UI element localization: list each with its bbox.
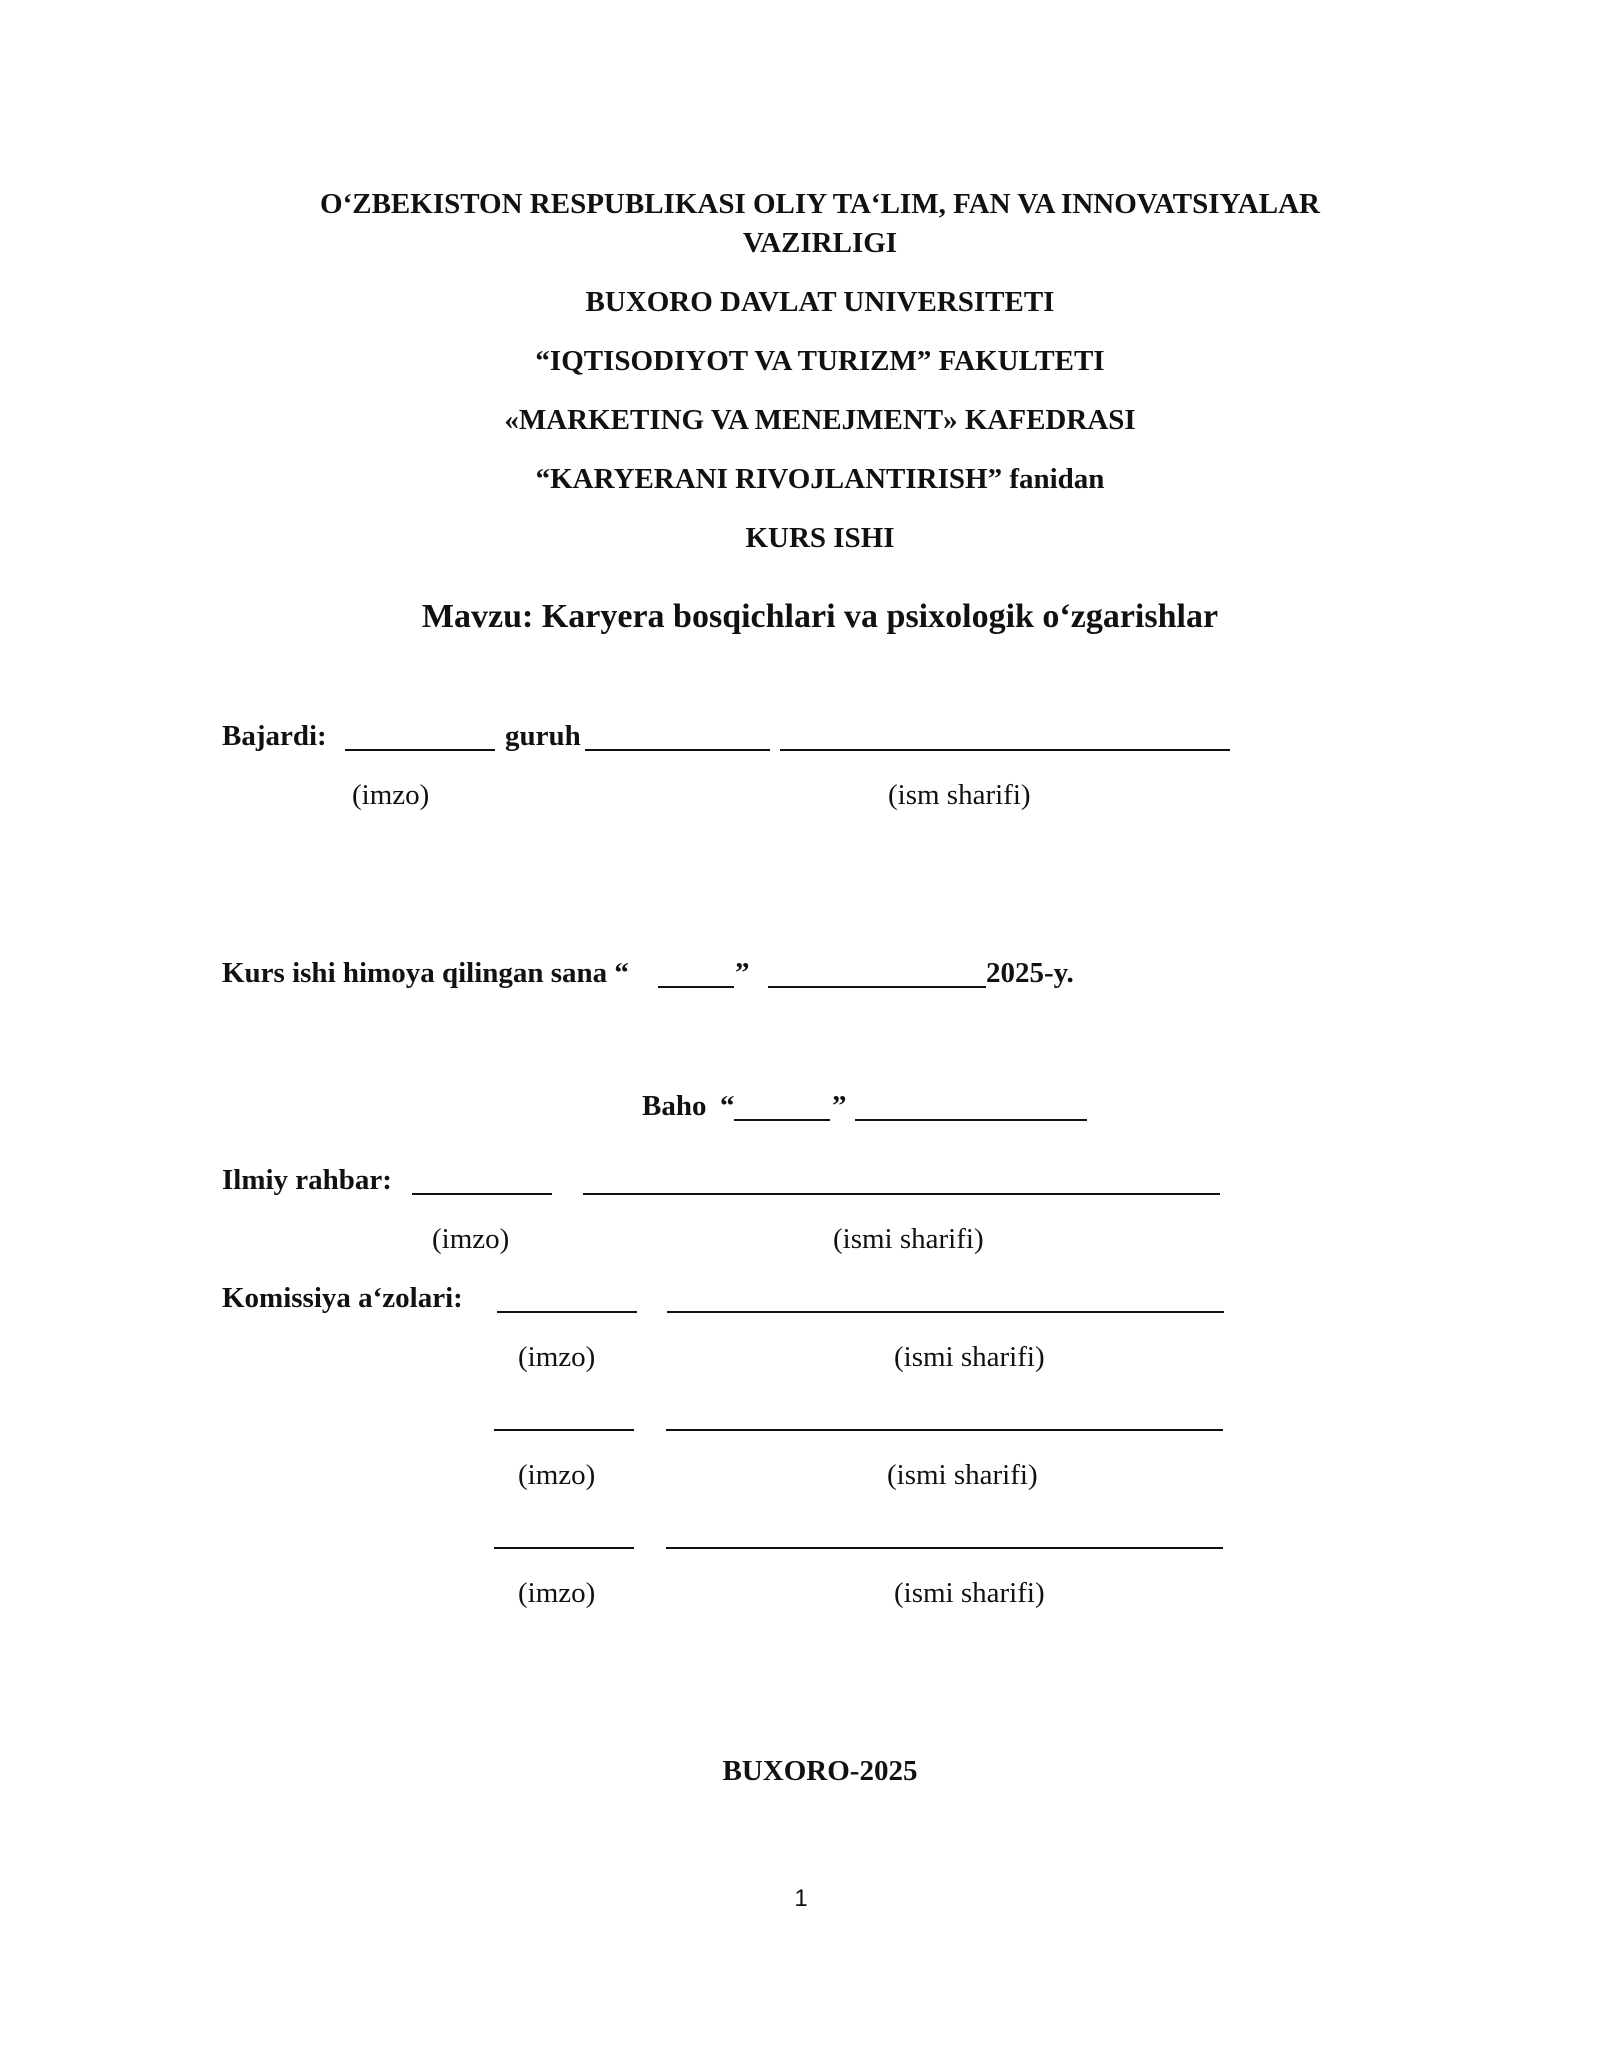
faculty-name: “IQTISODIYOT VA TURIZM” FAKULTETI bbox=[535, 345, 1105, 377]
department-name: «MARKETING VA MENEJMENT» KAFEDRASI bbox=[504, 404, 1136, 436]
commission-member-1-name-caption: (ismi sharifi) bbox=[894, 1341, 1045, 1373]
commission-member-3-name-caption: (ismi sharifi) bbox=[894, 1577, 1045, 1609]
commission-member-1-signature-caption: (imzo) bbox=[518, 1341, 596, 1373]
ministry-line-1: O‘ZBEKISTON RESPUBLIKASI OLIY TA‘LIM, FAN VA INNOVATSIYALAR bbox=[320, 188, 1320, 220]
performer-name-caption: (ism sharifi) bbox=[888, 779, 1031, 811]
supervisor-signature-line bbox=[412, 1193, 552, 1195]
commission-member-1-signature-line bbox=[497, 1311, 637, 1313]
defense-quote-close: ” bbox=[735, 957, 750, 989]
commission-member-2-name-line bbox=[666, 1429, 1223, 1431]
performer-name-line bbox=[780, 749, 1230, 751]
grade-line bbox=[734, 1119, 830, 1121]
group-line bbox=[585, 749, 770, 751]
grade-words-line bbox=[855, 1119, 1087, 1121]
work-type: KURS ISHI bbox=[745, 522, 895, 554]
defense-date-label: Kurs ishi himoya qilingan sana “ bbox=[222, 957, 629, 989]
grade-quote-close: ” bbox=[832, 1090, 847, 1122]
supervisor-name-caption: (ismi sharifi) bbox=[833, 1223, 984, 1255]
ministry-line-2: VAZIRLIGI bbox=[742, 227, 898, 259]
grade-label: Baho bbox=[642, 1090, 707, 1122]
commission-member-2-signature-caption: (imzo) bbox=[518, 1459, 596, 1491]
commission-member-1-name-line bbox=[667, 1311, 1224, 1313]
supervisor-signature-caption: (imzo) bbox=[432, 1223, 510, 1255]
commission-member-3-name-line bbox=[666, 1547, 1223, 1549]
subject-name: “KARYERANI RIVOJLANTIRISH” fanidan bbox=[535, 463, 1105, 495]
performer-signature-line bbox=[345, 749, 495, 751]
city-year: BUXORO-2025 bbox=[722, 1755, 918, 1787]
commission-member-2-signature-line bbox=[494, 1429, 634, 1431]
group-label: guruh bbox=[505, 720, 581, 752]
supervisor-label: Ilmiy rahbar: bbox=[222, 1164, 392, 1196]
grade-quote-open: “ bbox=[720, 1090, 735, 1122]
performer-signature-caption: (imzo) bbox=[352, 779, 430, 811]
university-name: BUXORO DAVLAT UNIVERSITETI bbox=[585, 286, 1055, 318]
commission-label: Komissiya a‘zolari: bbox=[222, 1282, 463, 1314]
supervisor-name-line bbox=[583, 1193, 1220, 1195]
commission-member-2-name-caption: (ismi sharifi) bbox=[887, 1459, 1038, 1491]
topic-title: Mavzu: Karyera bosqichlari va psixologik o‘zgarishlar bbox=[421, 598, 1219, 635]
commission-member-3-signature-caption: (imzo) bbox=[518, 1577, 596, 1609]
performer-label: Bajardi: bbox=[222, 720, 327, 752]
commission-member-3-signature-line bbox=[494, 1547, 634, 1549]
defense-year: 2025-y. bbox=[986, 957, 1074, 989]
defense-month-line bbox=[768, 986, 986, 988]
page-number: 1 bbox=[794, 1885, 808, 1912]
defense-day-line bbox=[658, 986, 734, 988]
